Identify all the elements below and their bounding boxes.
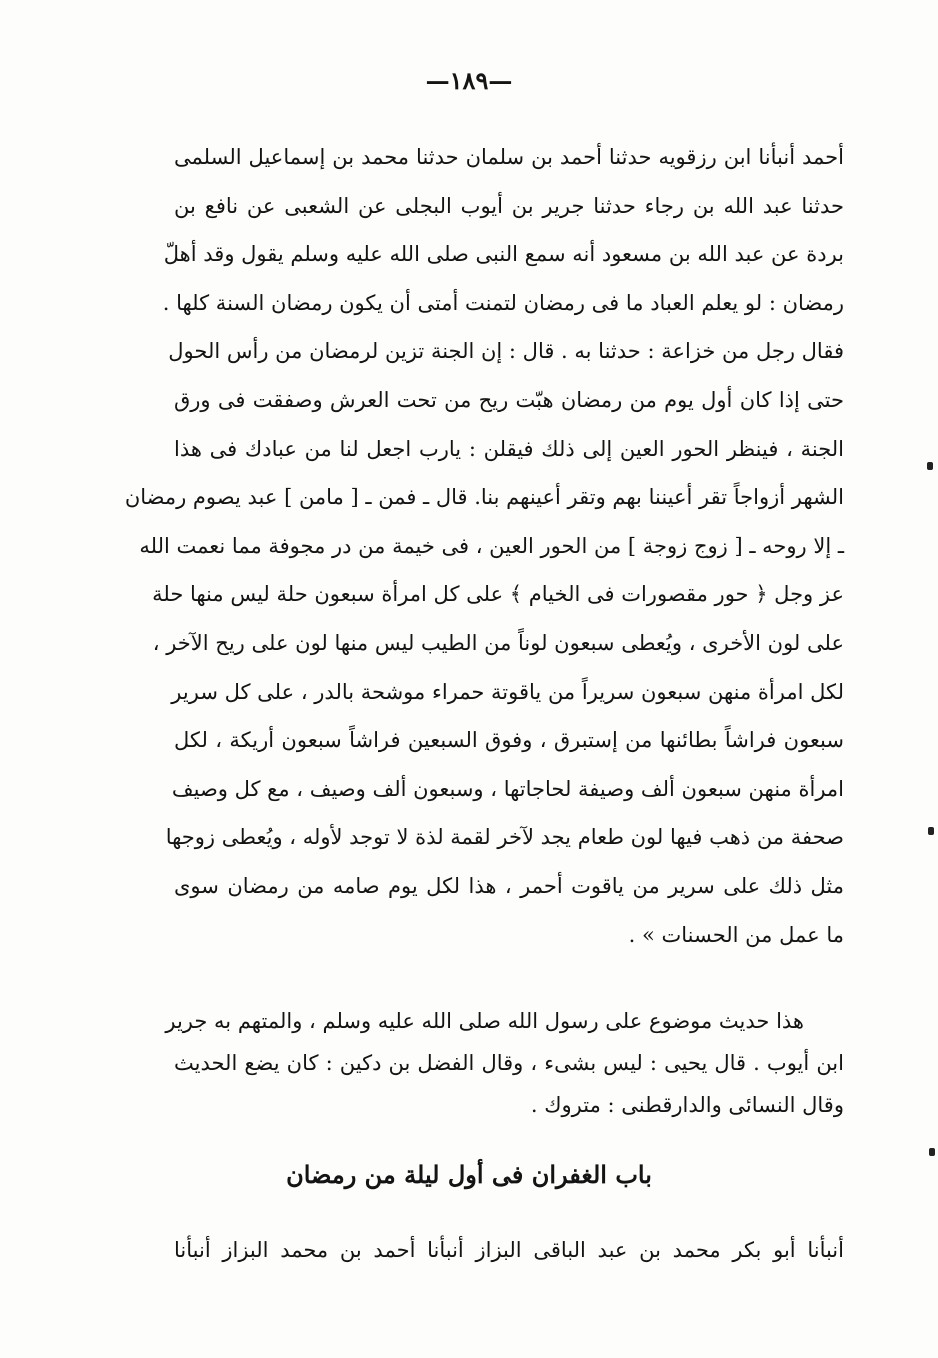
hadith-text-block: [124, 133, 844, 959]
text-line: سبعون فراشاً بطائنها من إستبرق ، وفوق السبعين فراشاً سبعون أريكة ، لكل: [174, 728, 844, 753]
text-line: فقال رجل من خزاعة : حدثنا به . قال : إن الجنة تزين لرمضان من رأس الحول: [168, 339, 844, 364]
text-line: رمضان : لو يعلم العباد ما فى رمضان لتمنت أمتى أن يكون رمضان السنة كلها .: [162, 290, 844, 315]
text-line: أحمد أنبأنا ابن رزقويه حدثنا أحمد بن سلمان حدثنا محمد بن إسماعيل السلمى: [174, 145, 844, 169]
text-line: امرأة منهن سبعون ألف وصيفة لحاجاتها ، وسبعون ألف وصيف ، مع كل وصيف: [171, 776, 844, 801]
text-line: على لون الأخرى ، ويُعطى سبعون لوناً من الطيب ليس منها لون على ريح الآخر ،: [152, 630, 844, 655]
commentary-line: وقال النسائى والدارقطنى : متروك .: [530, 1093, 844, 1117]
text-line: بردة عن عبد الله بن مسعود أنه سمع النبى صلى الله عليه وسلم يقول وقد أهلّ: [163, 242, 844, 267]
text-line: لكل امرأة منهن سبعون سريراً من ياقوتة حمراء موشحة بالدر ، على كل سرير: [171, 679, 844, 704]
margin-mark: [929, 1148, 935, 1156]
chapter-first-line: أنبأنا أبو بكر محمد بن عبد الباقى البزاز أنبأنا أحمد بن محمد البزاز أنبأنا: [174, 1238, 844, 1262]
page-number: —١٨٩—: [425, 66, 513, 95]
text-line: حدثنا عبد الله بن رجاء حدثنا جرير بن أيوب البجلى عن الشعبى عن نافع بن: [174, 193, 844, 218]
text-line: ـ إلا روحه ـ [ زوج زوجة ] من الحور العين ، فى خيمة من در مجوفة مما نعمت الله: [139, 533, 844, 558]
text-line: مثل ذلك على سرير من ياقوت أحمر ، هذا لكل يوم صامه من رمضان سوى: [174, 873, 844, 898]
text-line: صحفة من ذهب فيها لون طعام يجد لآخر لقمة لذة لا توجد لأوله ، ويُعطى زوجها: [165, 825, 844, 850]
margin-mark: [927, 462, 933, 470]
commentary-line: ابن أيوب . قال يحيى : ليس بشىء ، وقال الفضل بن دكين : كان يضع الحديث: [174, 1051, 844, 1075]
text-line: حتى إذا كان أول يوم من رمضان هبّت ريح من تحت العرش وصفقت فى ورق: [174, 387, 844, 412]
commentary-line: هذا حديث موضوع على رسول الله صلى الله عليه وسلم ، والمتهم به جرير: [165, 1009, 804, 1033]
text-line: الجنة ، فينظر الحور العين إلى ذلك فيقلن : يارب اجعل لنا من عبادك فى هذا: [174, 436, 844, 461]
text-line: عز وجل ﴿ حور مقصورات فى الخيام ﴾ على كل امرأة سبعون حلة ليس منها حلة: [152, 582, 844, 607]
margin-mark: [928, 827, 934, 835]
chapter-heading: باب الغفران فى أول ليلة من رمضان: [286, 1160, 652, 1189]
text-line: ما عمل من الحسنات » .: [628, 922, 844, 947]
commentary-block: [165, 1000, 844, 1126]
text-line: الشهر أزواجاً تقر أعيننا بهم وتقر أعينهم بنا. قال ـ فمن ـ [ مامن ] عبد يصوم رمضان: [124, 485, 844, 510]
